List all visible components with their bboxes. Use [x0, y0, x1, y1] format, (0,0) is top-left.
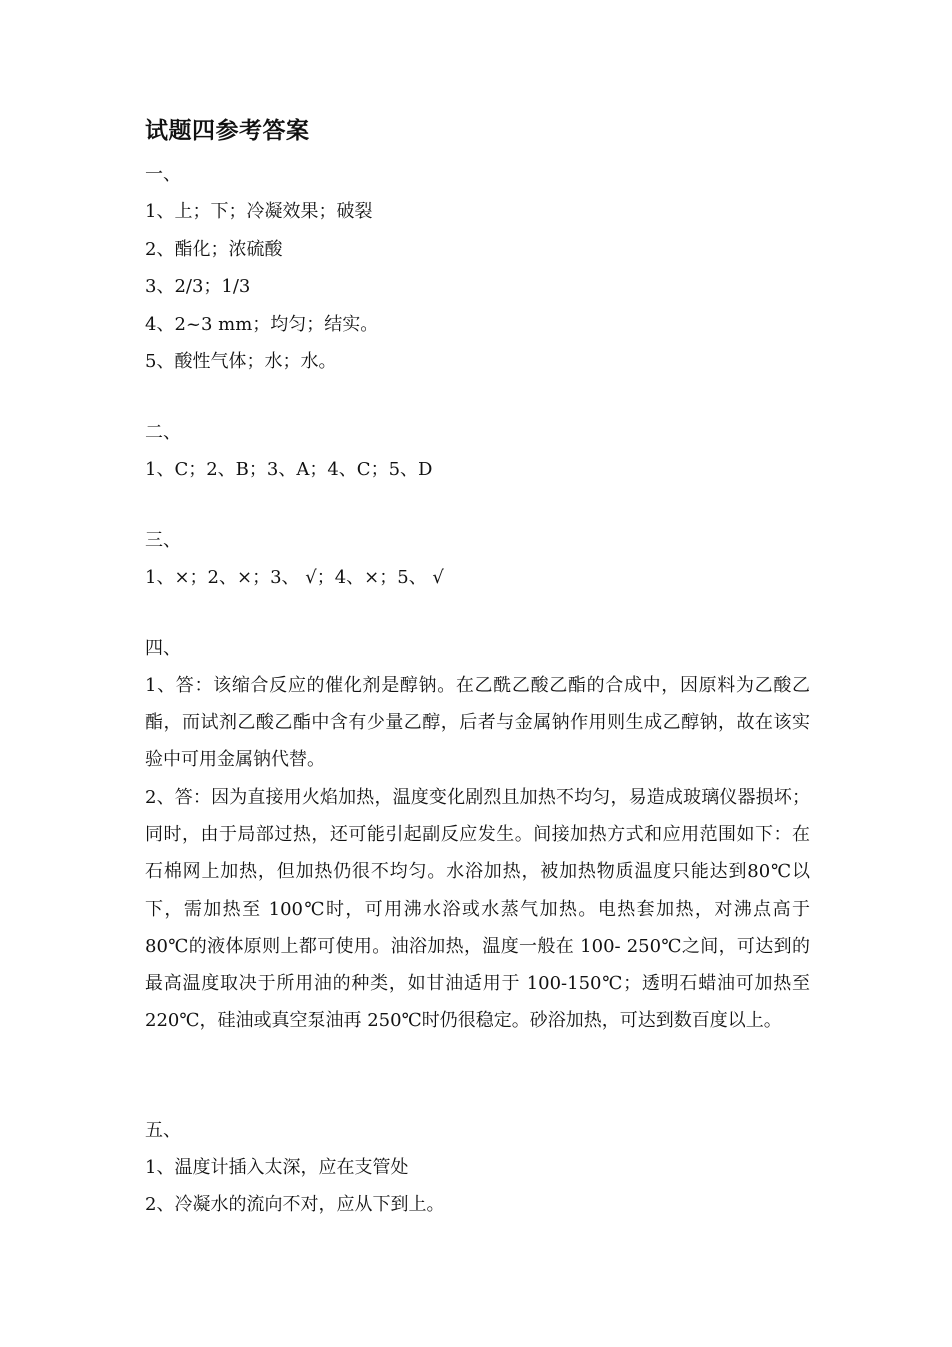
answer-item: 2、冷凝水的流向不对，应从下到上。 — [145, 1194, 445, 1215]
page-title: 试题四参考答案 — [145, 118, 310, 144]
answer-item: 2、酯化；浓硫酸 — [145, 239, 283, 260]
answer-item: 1、×；2、×；3、 √；4、×；5、 √ — [145, 567, 444, 588]
section-heading-4: 四、 — [145, 638, 181, 659]
answer-paragraph: 1、答：该缩合反应的催化剂是醇钠。在乙酰乙酸乙酯的合成中，因原料为乙酸乙酯，而试剂乙酸乙酯中含有少量乙醇，后者与金属钠作用则生成乙醇钠，故在该实验中可用金属钠代替。 — [145, 675, 810, 771]
section-heading-3: 三、 — [145, 530, 181, 551]
section-heading-5: 五、 — [145, 1120, 181, 1141]
answer-item: 1、C；2、B；3、A；4、C；5、D — [145, 459, 433, 480]
section-heading-1: 一、 — [145, 164, 181, 185]
answer-item: 5、酸性气体；水；水。 — [145, 351, 337, 372]
section-heading-2: 二、 — [145, 422, 181, 443]
answer-item: 1、上；下；冷凝效果；破裂 — [145, 201, 373, 222]
answer-paragraph: 2、答：因为直接用火焰加热，温度变化剧烈且加热不均匀，易造成玻璃仪器损坏；同时，由于局部过热，还可能引起副反应发生。间接加热方式和应用范围如下：在石棉网上加热，但加热仍很不均匀。水浴加热，被加热物质温度只能达到80℃以下，需加热至 100℃时，可用沸水浴或水蒸气加热。电热套加热，对沸点高于 80℃的液体原则上都可使用。油浴加热，温度一般在 100- 250℃之间，可达到的最高温度取决于所用油的种类，如甘油适用于 100-150℃；透明石蜡油可加热至 220℃，硅油或真空泵油再 250℃时仍很稳定。砂浴加热，可达到数百度以上。 — [145, 787, 810, 1032]
answer-item: 4、2~3 mm；均匀；结实。 — [145, 314, 379, 335]
answer-item: 3、2/3；1/3 — [145, 276, 251, 297]
answer-item: 1、温度计插入太深，应在支管处 — [145, 1157, 409, 1178]
